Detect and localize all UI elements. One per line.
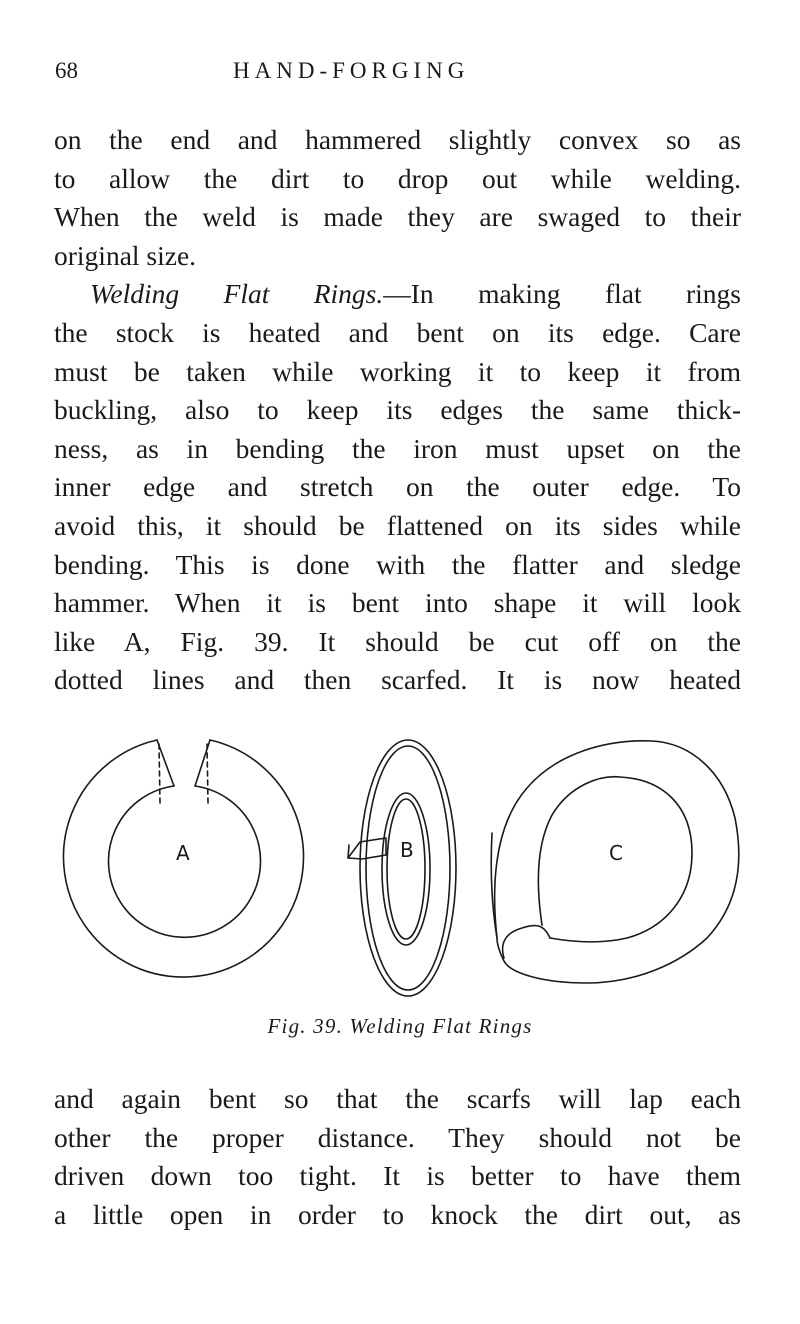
text-line: When the weld is made they are swaged to their (54, 201, 741, 233)
text-line: the stock is heated and bent on its edge. Care (54, 316, 741, 348)
text-line: must be taken while working it to keep it from (54, 355, 741, 387)
ring-b-inner-rim (387, 799, 425, 939)
section-first-line (54, 275, 741, 314)
text-line: on the end and hammered slightly convex so as (54, 124, 741, 155)
ring-b (348, 740, 456, 996)
body-text-top (54, 121, 741, 700)
ring-b-lap-edge (348, 845, 349, 858)
figure-caption: Fig. 39. Welding Flat Rings (267, 1014, 533, 1038)
text-line: other the proper distance. They should not be (54, 1121, 741, 1153)
figure-label-a: A (176, 841, 190, 865)
ring-b-outer-rim (366, 746, 450, 990)
text-line: like A, Fig. 39. It should be cut off on the (54, 625, 741, 657)
section-line-start: —In making flat rings (383, 278, 741, 310)
ring-c-welded-lap (503, 925, 550, 958)
running-title: HAND-FORGING (233, 58, 470, 83)
text-line: hammer. When it is bent into shape it will look (54, 587, 741, 619)
figure-label-c: C (609, 841, 623, 865)
text-line: original size. (54, 239, 197, 271)
text-line: buckling, also to keep its edges the same thick- (54, 394, 741, 426)
ring-a-cut-line-right (207, 744, 208, 803)
text-line: to allow the dirt to drop out while welding. (54, 162, 741, 194)
figure-drawing (52, 733, 752, 1001)
ring-b-outer-edge (360, 740, 456, 996)
figure-label-b: B (400, 838, 414, 862)
text-line: and again bent so that the scarfs will lap each (54, 1083, 741, 1114)
text-line: driven down too tight. It is better to have them (54, 1160, 741, 1192)
body-text-bottom (54, 1080, 741, 1234)
text-line: ness, as in bending the iron must upset on the (54, 432, 741, 464)
ring-b-inner-edge (382, 793, 430, 945)
ring-a-cut-line-left (159, 744, 160, 803)
text-line: inner edge and stretch on the outer edge. To (54, 471, 741, 503)
text-line: dotted lines and then scarfed. It is now heated (54, 664, 741, 696)
text-line: bending. This is done with the flatter and sledge (54, 548, 741, 580)
running-head (55, 58, 745, 92)
text-line: a little open in order to knock the dirt out, as (54, 1198, 741, 1230)
page-number: 68 (55, 58, 78, 83)
text-line: avoid this, it should be flattened on its sides while (54, 509, 741, 541)
figure-welding-flat-rings (52, 733, 752, 1001)
section-heading: Welding Flat Rings. (90, 278, 384, 310)
